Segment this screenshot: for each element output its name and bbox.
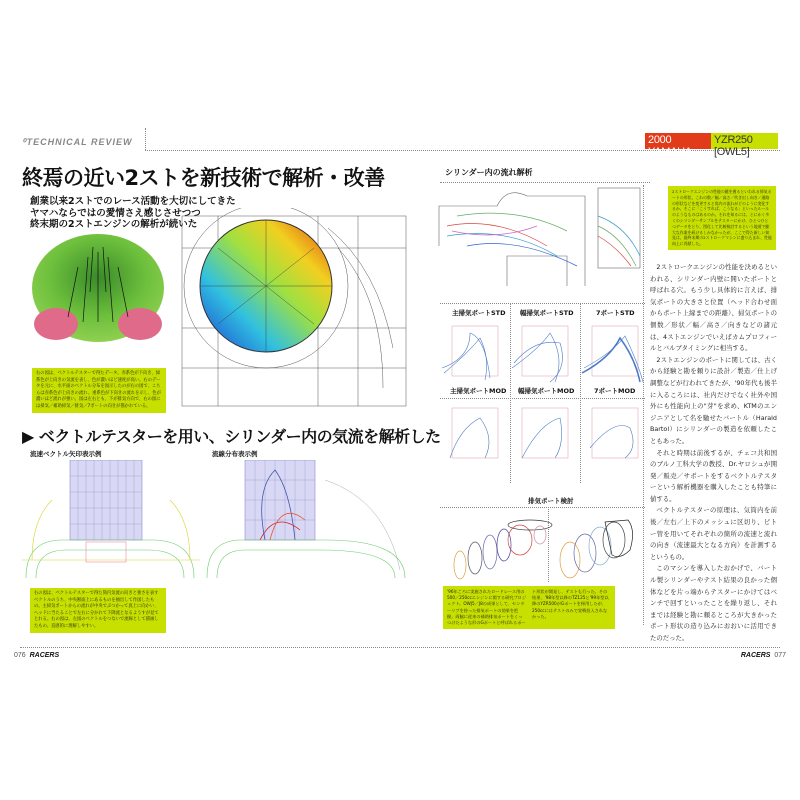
divider — [440, 182, 650, 183]
port-label: 7ポートMOD — [594, 387, 636, 395]
port-flow-figures — [440, 318, 645, 483]
heatmap-figure — [178, 208, 410, 410]
subtitle-line: ヤマハならではの愛情さえ感じさせつつ — [30, 207, 201, 219]
port-label: 幅掃気ポートSTD — [520, 309, 574, 317]
caption-box: 右の図は、ベクトルテスターで得たデータ。赤系色が下向き、緑系色が上向きの気流を表し、色が濃いほど速度が高い。右のデータを元に、水平面のベクトル分布を図示したのが右の図で、こちらは赤系色が上向きの流れ。重系色が下向きの流れを示し、色が濃いほど流れが強い。図は左右とも、下が排気方向で、右の図には掃気／補助掃気／排気／7ポートの向きが描かれている。 — [32, 368, 166, 413]
body-paragraph: ベクトルテスターの原理は、気筒内を前後／左右／上下のメッシュに区切り、ピトー管を用いてそれぞれの箇所の流速と流れの向き（流速最大となる方向）を計測するというもの。 — [650, 506, 777, 561]
section-heading: ▶ ベクトルテスターを用い、シリンダー内の気流を解析した — [22, 427, 441, 446]
streamline-figure — [205, 460, 410, 582]
section-label: TECHNICAL REVIEW — [26, 137, 133, 147]
port-label: 7ポートSTD — [596, 309, 635, 317]
divider — [145, 128, 146, 150]
column-divider — [643, 185, 644, 625]
figure-label: 流速ベクトル矢印表示例 — [30, 450, 102, 458]
page-number: 077 — [774, 652, 786, 659]
model-year-tag: 2000 YAMAHA — [645, 133, 711, 149]
magazine-logo: RACERS — [29, 652, 60, 659]
divider — [440, 507, 645, 508]
article-body — [650, 262, 777, 645]
caption-box: '96年ごろに実施されたロードレース用の500／250ccエンジンに関する研究プロジェクト。OWJ5／J8の成果として、センターリブを持った排気ポートの効果を把握。両脇に従来の補助排気ポートをくっつけたような形のGポートと呼ばれるポート形状が開発し、テストも行った。その結果、'98年型以降のTZ125と'99年型以降のYZR500がGポートを採用したが、250ccにはテストのみで実戦投入されなかった。 — [443, 586, 615, 629]
model-tag: YZR250 [OWL5] — [711, 133, 778, 149]
caption-box: 右の図は、ベクトルテスターで得た筒内気流の向きと強さを表すベクトルのうち、中央断面上にあるものを抽出して作図したもの。主掃気ポートからの流れが中央でぶつかって真上に向かい、ヘッドに当たることで左右に分かれて下降流となるようすが見てとれる。右の図は、左図のベクトルをつないで流線として描画したもの。直感的に理解しやすい。 — [30, 588, 166, 633]
figure-title: 排気ポート検討 — [528, 497, 574, 505]
port-label: 幅掃気ポートMOD — [518, 387, 575, 395]
footer-divider — [20, 647, 780, 648]
vector-map-figure — [28, 232, 168, 344]
vector-arrow-figure — [22, 460, 200, 582]
body-paragraph: 2ストエンジンのポートに関しては、古くから経験と勘を頼りに設計／製造／仕上げ調整などが行われてきたが、'90年代も後半に入るころには、社内だけでなく社外や国外にも性能向上の"芽"を求め、KTMのエンジニアとして名を馳せたバートル（Harald Bartol）にシリンダーの製造を依頼したこともあった。 — [650, 355, 777, 445]
section-kicker: ⁰TECHNICAL REVIEW — [22, 137, 133, 147]
figure-title: シリンダー内の流れ解析 — [445, 168, 533, 177]
cylinder-side-figure — [596, 186, 642, 290]
figure-label: 流線分布表示例 — [212, 450, 258, 458]
body-paragraph: 2ストロークエンジンの性能を決めるといわれる、シリンダー内壁に開いたポートと呼ばれる穴。もう少し具体的に言えば、排気ポートの大きさと位置（ヘッド合わせ面からポート上縁までの距離）、掃気ポートの個数／形状／幅／高さ／向きなどの諸元は、4ストエンジンでいえばカムプロフィールとバルブタイミングに相当する。 — [650, 263, 777, 353]
body-paragraph: それと時期は前後するが、チェコ共和国のブルノ工科大学の教授、Dr.ヤロシュが開発／販売／サポートをするベクトルテスターという解析機器を購入したことも特筆に値する。 — [650, 448, 777, 503]
footer-left — [14, 652, 59, 659]
section-heading-text: ベクトルテスターを用い、シリンダー内の気流を解析した — [38, 427, 441, 446]
body-paragraph: このマシンを導入したおかげで、バートル製シリンダーやテスト結果の良かった個体などを片っ端からテスターにかけてはベンチで回すといったことを繰り返し、それまでは経験と勘に頼るところが大きかったポート形状の造り込みにおおいに活用できたのだった。 — [650, 564, 777, 642]
subtitle-line: 終末期の2ストエンジンの解析が続いた — [30, 219, 198, 230]
cylinder-flow-figure — [437, 186, 587, 290]
exhaust-port-figures — [440, 510, 645, 582]
magazine-logo: RACERS — [740, 652, 771, 659]
caption-box: 2ストロークエンジンの性能の鍵を握るといわれる掃気ポートの形状。これの数／幅／高さ／吹き出し向き／通路の形状などを変更すると筒内の流れがどのように変化するか。そこに「こうすれば、こうなる」といったルールのようなものはあるのか。それを知るには、とにかく多くのシリンダーサンプルをテスターにかけ、ひとつひとつデータをとり、図化して比較検討するという地道で膨大な作業を続けるしかなかったが、ここで得た新しい知見は、最終末期の2ストロークマシンに盛り込まれ、性能向上に貢献した。 — [668, 186, 776, 250]
port-label: 主掃気ポートMOD — [450, 387, 507, 395]
footer-right — [741, 652, 786, 659]
page-title: 終焉の近い2ストを新技術で解析・改善 — [22, 166, 385, 190]
port-label: 主掃気ポートSTD — [452, 309, 506, 317]
page-number: 076 — [14, 652, 26, 659]
divider — [440, 303, 645, 304]
subtitle-line: 創業以来2ストでのレース活動を大切にしてきた — [30, 196, 236, 207]
